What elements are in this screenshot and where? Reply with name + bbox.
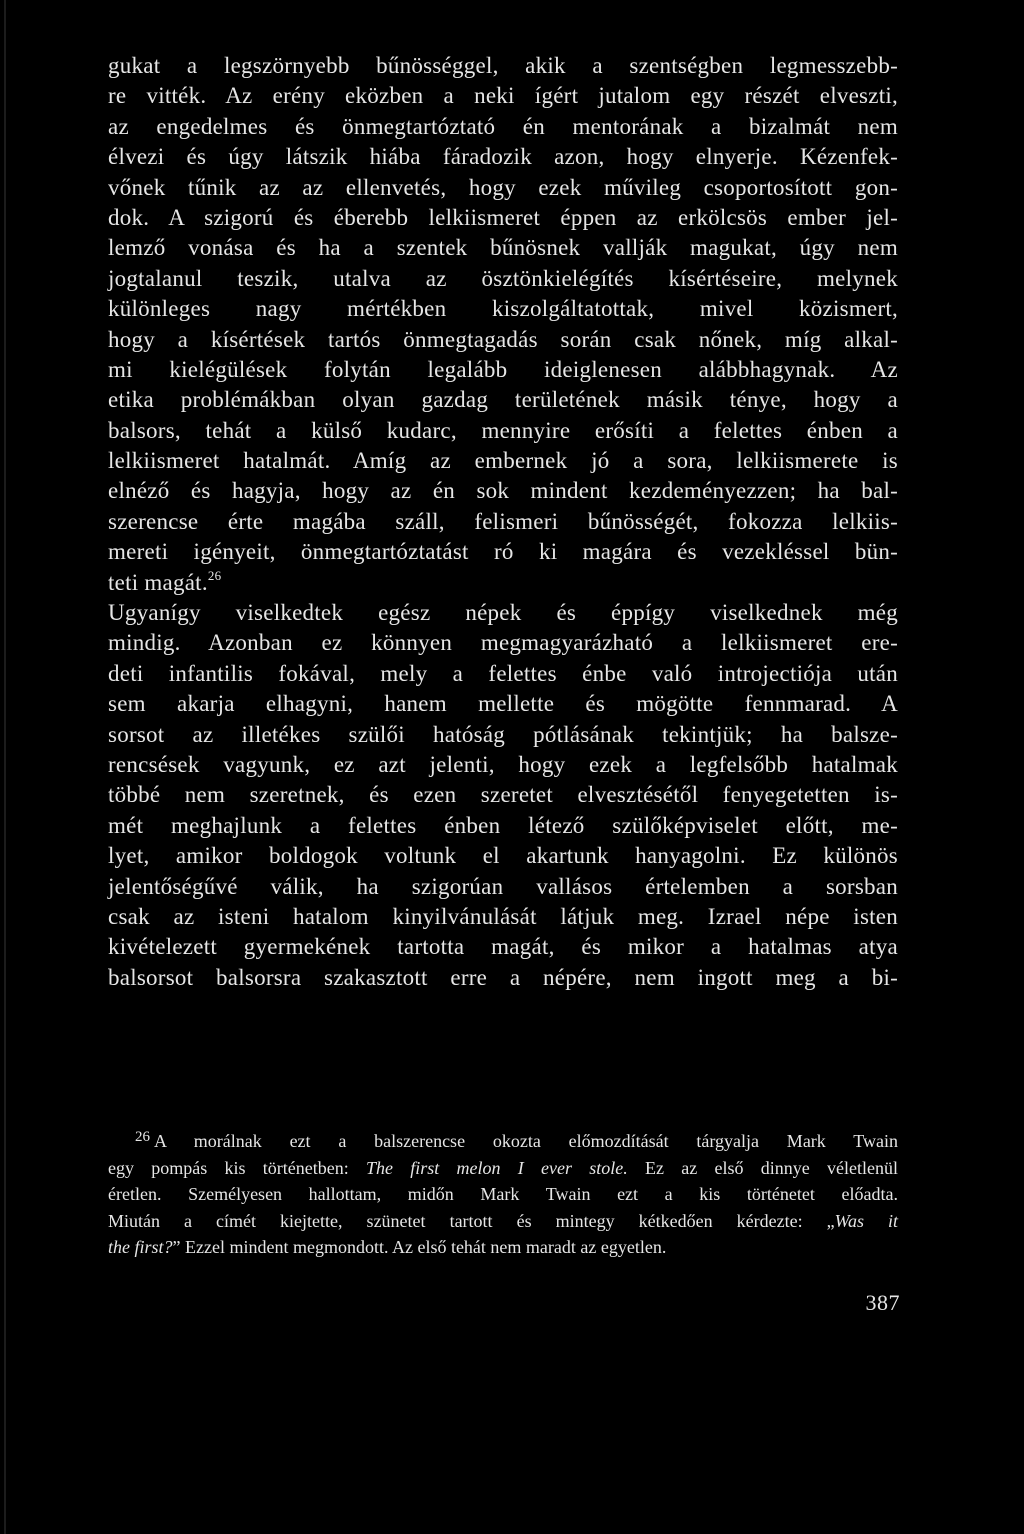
text-line: sem akarja elhagyni, hanem mellette és mögötte fennmarad. A [108, 691, 898, 717]
text-line-indented [108, 598, 898, 628]
text-line: elnéző és hagyja, hogy az én sok mindent kezdeményezzen; ha bal- [108, 478, 898, 504]
text-line: vőnek tűnik az az ellenvetés, hogy ezek művileg csoportosított gon- [108, 174, 898, 200]
text-line: élvezi és úgy látszik hiába fáradozik azon, hogy elnyerje. Kézenfek- [108, 144, 898, 170]
text-line: sorsot az illetékes szülői hatóság pótlásának tekintjük; ha balsze- [108, 721, 898, 747]
text-line: gukat a legszörnyebb bűnösséggel, akik a szentségben legmesszebb- [108, 53, 898, 78]
indented-line-text: Ugyanígy viselkedtek egész népek és éppígy viselkednek még [108, 600, 898, 626]
text-line: csak az isteni hatalom kinyilvánulását látjuk meg. Izrael népe isten [108, 903, 898, 929]
footnote-text: Miután a címét kiejtette, szünetet tartott és mintegy kétkedően kérdezte: „ [108, 1210, 835, 1231]
footnote-text: egy pompás kis történetben: [108, 1157, 366, 1178]
text-line: lyet, amikor boldogok voltunk el akartunk hanyagolni. Ez különös [108, 843, 898, 869]
text-line: különleges nagy mértékben kiszolgáltatottak, mivel közismert, [108, 296, 898, 322]
story-title: The first melon I ever stole. [366, 1157, 628, 1178]
page-number: 387 [865, 1290, 900, 1315]
footnote-line [108, 1155, 898, 1182]
main-text-block [108, 51, 898, 993]
text-line: az engedelmes és önmegtartóztató én mentorának a bizalmát nem [108, 113, 898, 139]
text-line: kivételezett gyermekének tartotta magát, és mikor a hatalmas atya [108, 934, 898, 960]
footnote-line [108, 1234, 898, 1261]
text-line: mi kielégülések folytán legalább ideiglenesen alábbhagynak. Az [108, 356, 898, 382]
text-line: jelentőségűvé válik, ha szigorúan vallásos értelemben a sorsban [108, 873, 898, 899]
page-binding-edge [4, 0, 6, 1534]
text-line: mét meghajlunk a felettes énben létező szülőképviselet előtt, me- [108, 812, 898, 838]
text-line: etika problémákban olyan gazdag területének másik ténye, hogy a [108, 387, 898, 413]
footnote-reference[interactable]: 26 [207, 567, 222, 583]
footnote-line [108, 1208, 898, 1235]
footnote-text: A morálnak ezt a balszerencse okozta előmozdítását tárgyalja Mark Twain [154, 1131, 898, 1151]
paragraph-end-line [108, 568, 898, 598]
text-line: lelkiismeret hatalmát. Amíg az embernek jó a sora, lelkiismerete is [108, 448, 898, 474]
quote-text: Was it [834, 1210, 898, 1231]
text-line: mereti igényeit, önmegtartóztatást ró ki magára és vezekléssel bün- [108, 539, 898, 565]
text-line: jogtalanul teszik, utalva az ösztönkielégítés kísértéseire, melynek [108, 265, 898, 291]
text-line: balsors, tehát a külső kudarc, mennyire erősíti a felettes énben a [108, 417, 898, 443]
footnote-line [108, 1128, 898, 1155]
footnote-text: ” Ezzel mindent megmondott. Az első tehát nem maradt az egyetlen. [172, 1237, 667, 1258]
text-line: többé nem szeretnek, és ezen szeretet elvesztésétől fenyegetetten is- [108, 782, 898, 808]
quote-text: the first? [108, 1237, 173, 1258]
text-line: szerencse érte magába száll, felismeri bűnösségét, fokozza lelkiis- [108, 508, 898, 534]
text-line: mindig. Azonban ez könnyen megmagyarázható a lelkiismeret ere- [108, 630, 898, 656]
footnote-text: Ez az első dinnye véletlenül [627, 1157, 898, 1178]
text-line: hogy a kísértések tartós önmegtagadás során csak nőnek, míg alkal- [108, 326, 898, 352]
paragraph-end-text: teti magát. [108, 569, 208, 595]
text-line: balsorsot balsorsra szakasztott erre a népére, nem ingott meg a bi- [108, 964, 898, 990]
footnote-block [108, 1128, 898, 1261]
footnote-line: éretlen. Személyesen hallottam, midőn Mark Twain ezt a kis történetet előadta. [108, 1184, 898, 1205]
footnote-number: 26 [135, 1129, 150, 1145]
text-line: lemző vonása és ha a szentek bűnösnek vallják magukat, úgy nem [108, 235, 898, 261]
text-line: re vitték. Az erény eközben a neki ígért jutalom egy részét elveszti, [108, 83, 898, 109]
text-line: dok. A szigorú és éberebb lelkiismeret éppen az erkölcsös ember jel- [108, 204, 898, 230]
text-line: deti infantilis fokával, mely a felettes énbe való introjectiója után [108, 660, 898, 686]
text-line: rencsések vagyunk, ez azt jelenti, hogy ezek a legfelsőbb hatalmak [108, 751, 898, 777]
